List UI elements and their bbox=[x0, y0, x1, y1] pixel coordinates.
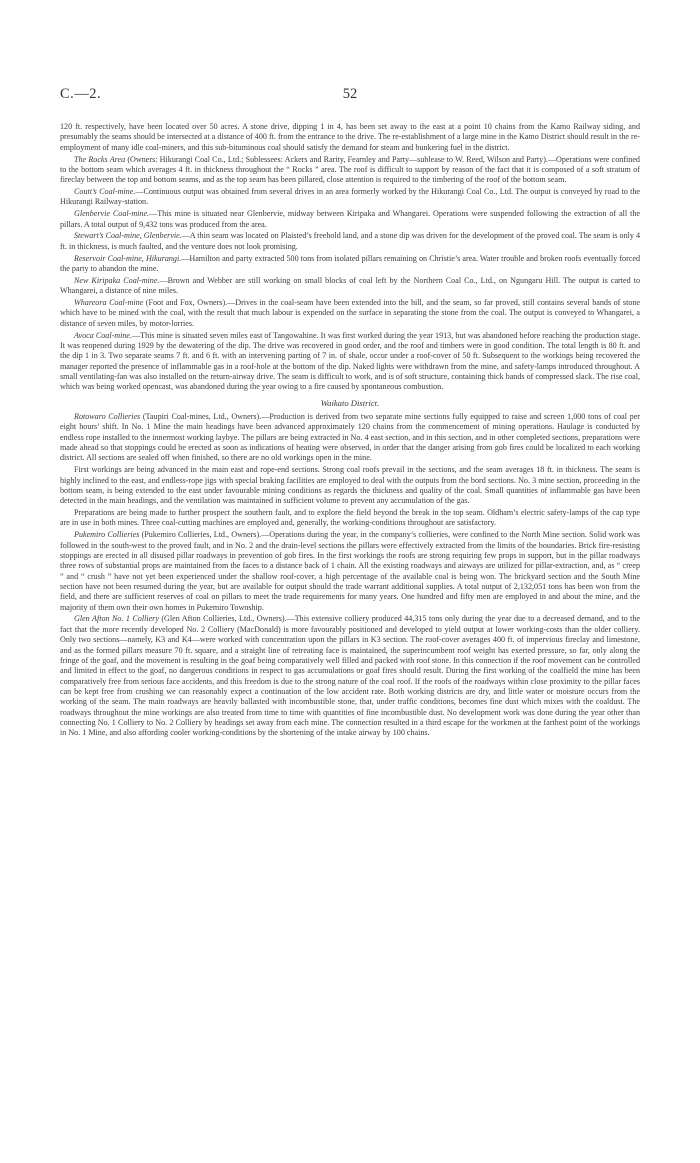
page-header bbox=[60, 86, 640, 106]
paragraph-text: Preparations are being made to further prospect the southern fault, and to explore the field beyond the break in the top seam. Oldham’s electric safety-lamps of the cap type are in use in both mines. Three coal-cutting machines are employed and, generally, the working-conditions throughout are satisfactory. bbox=[60, 508, 640, 528]
paragraph-text: (Foot and Fox, Owners).—Drives in the coal-seam have been extended into the hill, and the seam, so far proved, still contains several bands of stone which have to be mined with the coal, with the result that much labour is expended on the surface in separating the stone from the coal. The output is conveyed to Whangarei, a distance of seven miles, by motor-lorries. bbox=[60, 298, 641, 328]
paragraph-text: —Hamilton and party extracted 500 tons from isolated pillars remaining on Christie’s area. Water trouble and broken roofs eventually forced the party to abandon the mine. bbox=[60, 253, 640, 273]
waikato-mines-section bbox=[60, 412, 640, 739]
paragraph-lead: Glenbervie Coal-mine. bbox=[74, 209, 150, 219]
paragraph-lead: The Rocks Area bbox=[74, 154, 126, 164]
paragraph-text: (Taupiri Coal-mines, Ltd., Owners).—Production is derived from two separate mine sections fully equipped to raise and screen 1,000 tons of coal per eight hours’ shift. In No. 1 Mine the main headings have been advanced approximately 120 chains from the commencement of mining operations. Haulage is conducted by endless rope installed to the innermost working laybye. The pillars are being extracted in No. 4 east section, and in this section, and in other completed sections, preparations were made ahead so that stoppings could be erected as soon as indications of heating were observed, in order that the danger arising from gob fires could be localized to each working district. All sections are sealed off when finished, so there are no old workings open in the mine. bbox=[60, 411, 640, 463]
paragraph bbox=[60, 508, 640, 529]
paragraph-lead: Avoca Coal-mine. bbox=[74, 330, 133, 340]
page-number: 52 bbox=[342, 86, 358, 102]
paragraph-text: (Glen Afton Collieries, Ltd., Owners).—This extensive colliery produced 44,315 tons only during the year due to a decreased demand, and to the fact that the more recently developed No. 2 Colliery (MacDonald) is more favourably positioned and developed to yield output at lower working-costs than the older colliery. Only two sections—namely, K3 and K4—were worked with concentration upon the pillars in K3 section. The roof-cover averages 400 ft. of impervious fireclay and limestone, and as the formed pillars measure 70 ft. square, and a straight line of retreating face is maintained, the superincumbent roof weight has exerted pressure, so far, only along the fringe of the goaf, and the movement is resulting in the goaf being comparatively well filled and packed with roof stone. In this connection if the roof movement can be controlled and limited in effect to the goaf, no dangerous conditions in respect to gas accumulations or goaf fires should result. During the first working of the coalfield the mine has been comparatively free from serious face accidents, and this freedom is due to the strong nature of the coal roof. If the roofs of the roadways within close proximity to the pillar faces can be kept free from crushing we can reasonably expect a continuation of the low accident rate. Both working districts are dry, and little water or moisture occurs from the working of the seam. The main roadways are heavily ballasted with incombustible stone, that, under traffic conditions, becomes fine dust which mixes with the coaldust. The roadways throughout the mine workings are also treated from time to time with quantities of fine incombustible dust. No development work was done during the year other than connecting No. 1 Colliery to No. 2 Colliery by headings set away from each mine. The connection resulted in a third escape for the workmen at the farthest point of the workings in No. 1 Mine, and also affording cooler working-conditions by the shortening of the intake airway by 100 chains. bbox=[60, 614, 640, 738]
paragraph bbox=[60, 231, 640, 252]
paragraph bbox=[60, 530, 640, 613]
paragraph-text: —Brown and Webber are still working on small blocks of coal left by the Northern Coal Co., Ltd., on Ngungaru Hill. The output is carted to Whangarei, a distance of nine miles. bbox=[60, 275, 640, 296]
paragraph bbox=[60, 187, 640, 208]
paragraph bbox=[60, 254, 640, 275]
paragraph-lead: Coutt’s Coal-mine. bbox=[74, 187, 136, 197]
paragraph-lead: Pukemiro Collieries bbox=[74, 530, 140, 540]
northland-mines-section bbox=[60, 122, 640, 393]
paragraph-lead: Stewart’s Coal-mine, Glenbervie. bbox=[74, 231, 182, 241]
paragraph-text: (Owners: Hikurangi Coal Co., Ltd.; Sublessees: Ackers and Rarity, Fearnley and Party—sublease to W. Reed, Wilson and Party).—Operations were confined to the bottom seam which averages 4 ft. in thickness throughout the “ Rocks ” area. The roof is difficult to support by reason of the fact that it is composed of a soft stratum of fireclay between the top and bottom seams, and as the top seam has been pillared, close attention is required to the timbering of the roof of the bottom seam. bbox=[60, 154, 640, 185]
paragraph-text: —This mine is situated seven miles east of Tangowahine. It was first worked during the year 1913, but was abandoned before reaching the production stage. It was reopened during 1929 by the dewatering of the dip. The drive was recovered in good order, and the roof and timbers were in good condition. The total length is 80 ft. and the dip 1 in 3. Two separate seams 7 ft. and 6 ft. with an intervening parting of 7 in. of shale, occur under a roof-cover of 50 ft. Subsequent to the workings being recovered the manager reported the presence of inflammable gas in a roof-hole at the bottom of the dip. Naked lights were withdrawn from the mine, and safety-lamps introduced throughout. A small ventilating-fan was also installed on the return-airway drive. The seam is difficult to work, and is of soft structure, containing thick bands of compressed slack. The rise coal, which was being worked opencast, was abandoned during the year owing to a fire caused by spontaneous combustion. bbox=[60, 330, 641, 392]
paragraph-lead: Rotowaro Collieries bbox=[74, 411, 141, 421]
paragraph bbox=[60, 614, 640, 738]
section-heading-waikato: Waikato District. bbox=[320, 397, 380, 408]
paragraph bbox=[60, 465, 640, 506]
paragraph-lead: Reservoir Coal-mine, Hikurangi. bbox=[74, 253, 182, 263]
document-reference: C.—2. bbox=[60, 86, 102, 102]
paragraph-text: 120 ft. respectively, have been located over 50 acres. A stone drive, dipping 1 in 4, has been set away to the east at a point 10 chains from the Kamo Railway siding, and presumably the seams should be intersected at a distance of 400 ft. from the entrance to the drive. The re-establishment of a large mine in the Kamo District should result in the re-employment of many idle coal-miners, and this sub-bituminous coal should satisfy the demand for steam and bunkering fuel in the district. bbox=[60, 122, 640, 152]
paragraph-lead: New Kiripaka Coal-mine. bbox=[74, 275, 160, 285]
paragraph-text: —Continuous output was obtained from several drives in an area formerly worked by the Hikurangi Coal Co., Ltd. The output is conveyed by road to the Hikurangi Railway-station. bbox=[60, 187, 641, 207]
paragraph-text: (Pukemiro Collieries, Ltd., Owners).—Operations during the year, in the company’s collieries, were confined to the North Mine section. Solid work was followed in the south-west to the proved fault, and in No. 2 and the drain-level sections the pillars were effectively extracted from the limits of the boundaries. Brick fire-resisting stoppings are erected in all disused pillar roadways in prevention of gob fires. In the first workings the roofs are strong requiring few props in support, but in the pillar roadways three rows of substantial props are maintained from the faces to a distance back of 1 chain. All the existing roadways and airways are utilized for pillar-extraction, and, as “ creep ” and “ crush ” have not yet been experienced under the shallow roof-cover, a high percentage of the available coal is being won. The brickyard section and the South Mine section have not been resumed during the year, but are available for output should the trade warrant additional supplies. A total output of 2,132,051 tons has been won from the field, and there are sufficient reserves of coal on pillars to meet the trade requirements for many years. One hundred and fifty men are employed in and about the mine, and the majority of them own their own homes in Pukemiro Township. bbox=[60, 530, 640, 612]
paragraph bbox=[60, 412, 640, 464]
paragraph-lead: Glen Afton No. 1 Colliery bbox=[74, 614, 159, 624]
paragraph-text: —A thin seam was located on Plaisted’s freehold land, and a stone dip was driven for the development of the proved coal. The seam is only 4 ft. in thickness, is much faulted, and the venture does not look promising. bbox=[60, 231, 640, 251]
document-body bbox=[60, 122, 640, 740]
paragraph bbox=[60, 276, 640, 297]
paragraph-text: First workings are being advanced in the main east and rope-end sections. Strong coal roofs prevail in the sections, and the seam averages 18 ft. in thickness. The seam is highly inclined to the east, and endless-rope jigs with special braking facilities are employed to deal with the outputs from the bord sections. No. 3 mine section, proceeding in the bottom seam, is being extended to the east under favourable mining conditions as regards the thickness and quality of the coal. Small quantities of inflammable gas have been detected in the main headings, and the ventilation was maintained in sufficient volume to prevent any accumulation of the gas. bbox=[60, 465, 640, 506]
paragraph bbox=[60, 331, 640, 393]
paragraph-text: —This mine is situated near Glenbervie, midway between Kiripaka and Whangarei. Operations were suspended following the extraction of all the pillars. A total output of 9,432 tons was produced from the area. bbox=[60, 209, 640, 229]
paragraph bbox=[60, 298, 640, 329]
paragraph bbox=[60, 122, 640, 153]
paragraph-lead: Whareora Coal-mine bbox=[74, 298, 144, 307]
paragraph bbox=[60, 155, 640, 186]
paragraph bbox=[60, 209, 640, 230]
